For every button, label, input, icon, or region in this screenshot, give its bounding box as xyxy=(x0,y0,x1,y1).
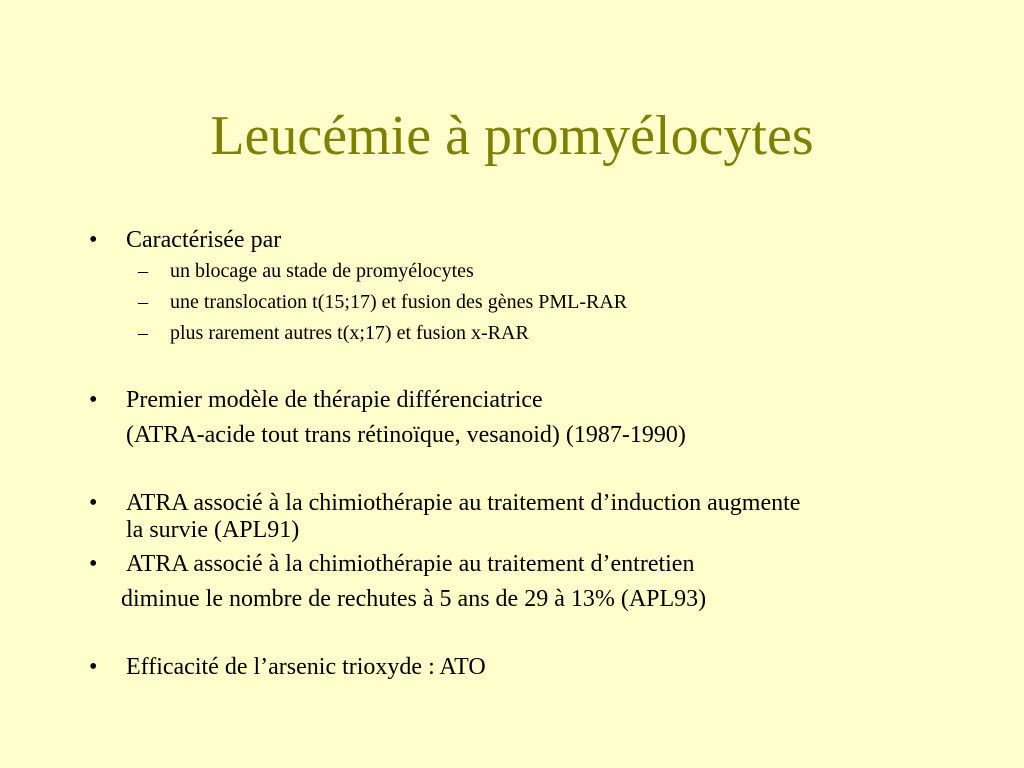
slide-title: Leucémie à promyélocytes xyxy=(210,105,814,167)
dash-marker: – xyxy=(138,291,148,313)
bullet-text-arsenic: Efficacité de l’arsenic trioxyde : ATO xyxy=(126,654,486,680)
subitem-blocage: un blocage au stade de promyélocytes xyxy=(170,260,474,282)
subitem-translocation: une translocation t(15;17) et fusion des gènes PML-RAR xyxy=(170,291,628,313)
bullet-marker: • xyxy=(89,490,98,516)
bullet-marker: • xyxy=(89,387,98,413)
bullet-continuation-relapses: diminue le nombre de rechutes à 5 ans de 29 à 13% (APL93) xyxy=(121,586,707,612)
bullet-continuation-atra: (ATRA-acide tout trans rétinoïque, vesanoid) (1987-1990) xyxy=(126,422,686,448)
bullet-text-first-model: Premier modèle de thérapie différenciatrice xyxy=(126,387,543,413)
subitem-rarely: plus rarement autres t(x;17) et fusion x-RAR xyxy=(170,322,529,344)
bullet-continuation-survival: la survie (APL91) xyxy=(126,517,300,543)
dash-marker: – xyxy=(138,260,148,282)
bullet-text-atra-maintenance: ATRA associé à la chimiothérapie au traitement d’entretien xyxy=(126,551,695,577)
dash-marker: – xyxy=(138,322,148,344)
bullet-marker: • xyxy=(89,227,98,253)
bullet-text-characterized: Caractérisée par xyxy=(126,227,282,253)
bullet-marker: • xyxy=(89,654,98,680)
bullet-text-atra-induction: ATRA associé à la chimiothérapie au traitement d’induction augmente xyxy=(126,490,801,516)
bullet-marker: • xyxy=(89,551,98,577)
